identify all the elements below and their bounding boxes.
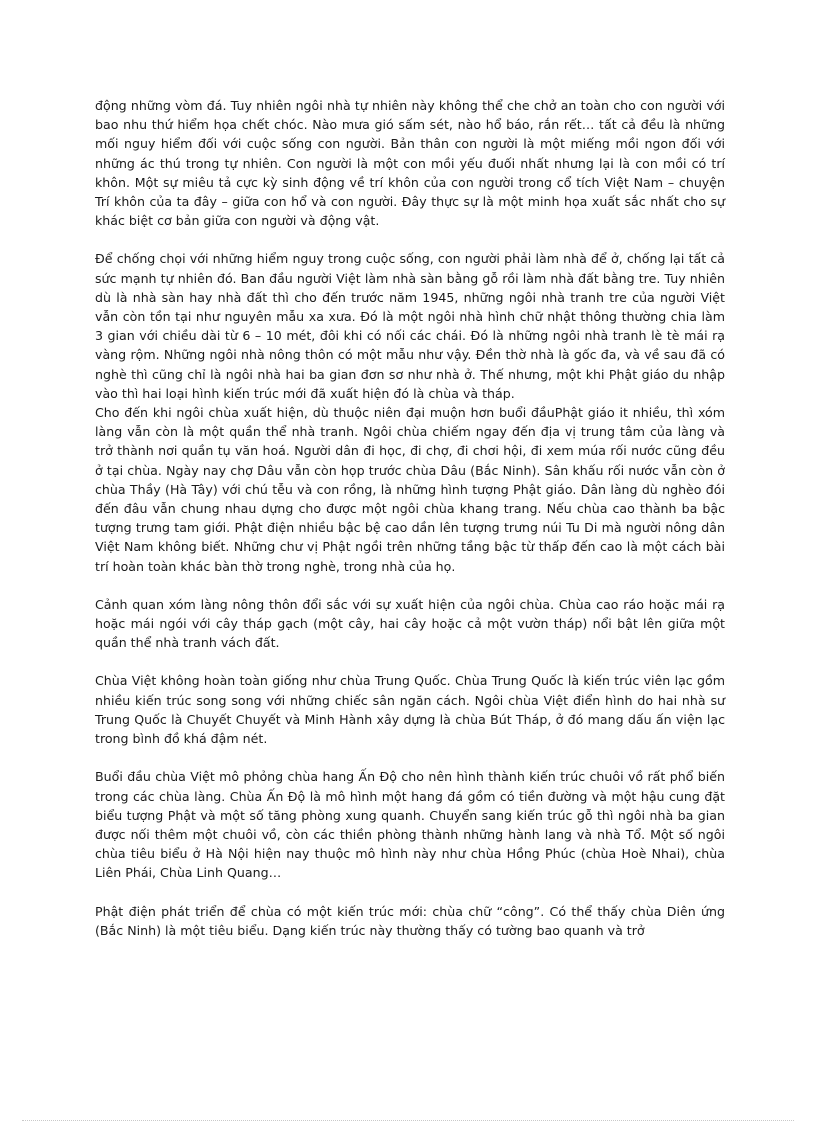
paragraph-1: động những vòm đá. Tuy nhiên ngôi nhà tự nhiên này không thể che chở an toàn cho con người với bao nhu thứ hiểm họa chết chóc. Nào mưa gió sấm sét, nào hổ báo, rắn rết… tất cả đều là những mối nguy hiểm đối với cuộc sống con người. Bản thân con người là một miếng mồi ngon đối với những ác thú trong tự nhiên. Con người là một con mồi yếu đuối nhất nhưng lại là con mồi có trí khôn. Một sự miêu tả cực kỳ sinh động về trí khôn của con người trong cổ tích Việt Nam – chuyện Trí khôn của ta đây – giữa con hổ và con người. Đây thực sự là một minh họa xuất sắc nhất cho sự khác biệt cơ bản giữa con người và động vật. <box>95 98 725 229</box>
paragraph-2: Để chống chọi với những hiểm nguy trong cuộc sống, con người phải làm nhà để ở, chống lại tất cả sức mạnh tự nhiên đó. Ban đầu người Việt làm nhà sàn bằng gỗ rồi làm nhà đất bằng tre. Tuy nhiên dù là nhà sàn hay nhà đất thì cho đến trước năm 1945, những ngôi nhà tranh tre của người Việt vẫn còn tồn tại như nguyên mẫu xa xưa. Đó là một ngôi nhà hình chữ nhật thông thường chia làm 3 gian với chiều dài từ 6 – 10 mét, đôi khi có nối các chái. Đó là những ngôi nhà tranh lè tè mái rạ vàng rộm. Những ngôi nhà nông thôn có một mẫu như vậy. Đền thờ nhà là gốc đa, và về sau đã có nghè thì cũng chỉ là ngôi nhà hai ba gian đơn sơ như nhà ở. Thế nhưng, một khi Phật giáo du nhập vào thì hai loại hình kiến trúc mới đã xuất hiện đó là chùa và tháp. <box>95 251 725 401</box>
paragraph-5: Chùa Việt không hoàn toàn giống như chùa Trung Quốc. Chùa Trung Quốc là kiến trúc viên lạc gồm nhiều kiến trúc song song với những chiếc sân ngăn cách. Ngôi chùa Việt điển hình do hai nhà sư Trung Quốc là Chuyết Chuyết và Minh Hành xây dựng là chùa Bút Tháp, ở đó mang dấu ấn viện lạc trong bình đồ khá đậm nét. <box>95 673 725 747</box>
paragraph-7: Phật điện phát triển để chùa có một kiến trúc mới: chùa chữ “công”. Có thể thấy chùa Diên ứng (Bắc Ninh) là một tiêu biểu. Dạng kiến trúc này thường thấy có tường bao quanh và trở <box>95 903 725 938</box>
paragraph-3: Cho đến khi ngôi chùa xuất hiện, dù thuộc niên đại muộn hơn buổi đầuPhật giáo it nhiều, thì xóm làng vẫn còn là một quần thể nhà tranh. Ngôi chùa chiếm ngay đến địa vị trung tâm của làng và trở thành nơi quần tụ văn hoá. Người dân đi học, đi chợ, đi chơi hội, đi xem múa rối nước cũng đều ở tại chùa. Ngày nay chợ Dâu vẫn còn họp trước chùa Dâu (Bắc Ninh). Sân khấu rối nước vẫn còn ở chùa Thầy (Hà Tây) với chú tễu và con rồng, là những hình tượng Phật giáo. Dân làng dù nghèo đói đến đâu vẫn chung nhau dựng cho được một ngôi chùa khang trang. Nếu chùa cao thành ba bậc tượng trưng tam giới. Phật điện nhiều bậc bệ cao dần lên tượng trưng núi Tu Di mà người nông dân Việt Nam không biết. Những chư vị Phật ngồi trên những tầng bậc từ thấp đến cao là một cách bài trí hoàn toàn khác bàn thờ trong nghè, trong nhà của họ. <box>95 405 725 574</box>
document-body <box>95 96 725 959</box>
page-bottom-divider <box>22 1120 794 1121</box>
paragraph-6: Buổi đầu chùa Việt mô phỏng chùa hang Ấn Độ cho nên hình thành kiến trúc chuôi vồ rất phổ biến trong các chùa làng. Chùa Ấn Độ là mô hình một hang đá gồm có tiền đường và một hậu cung đặt biểu tượng Phật và một số tăng phòng xung quanh. Chuyển sang kiến trúc gỗ thì ngôi nhà ba gian được nối thêm một chuôi vồ, còn các thiền phòng thành những hành lang và nhà Tổ. Một số ngôi chùa tiêu biểu ở Hà Nội hiện nay thuộc mô hình này như chùa Hồng Phúc (chùa Hoè Nhai), chùa Liên Phái, Chùa Linh Quang… <box>95 769 725 881</box>
paragraph-4: Cảnh quan xóm làng nông thôn đổi sắc với sự xuất hiện của ngôi chùa. Chùa cao ráo hoặc mái rạ hoặc mái ngói với cây tháp gạch (một cây, hai cây hoặc cả một vườn tháp) nổi bật lên giữa một quần thể nhà tranh vách đất. <box>95 596 725 651</box>
